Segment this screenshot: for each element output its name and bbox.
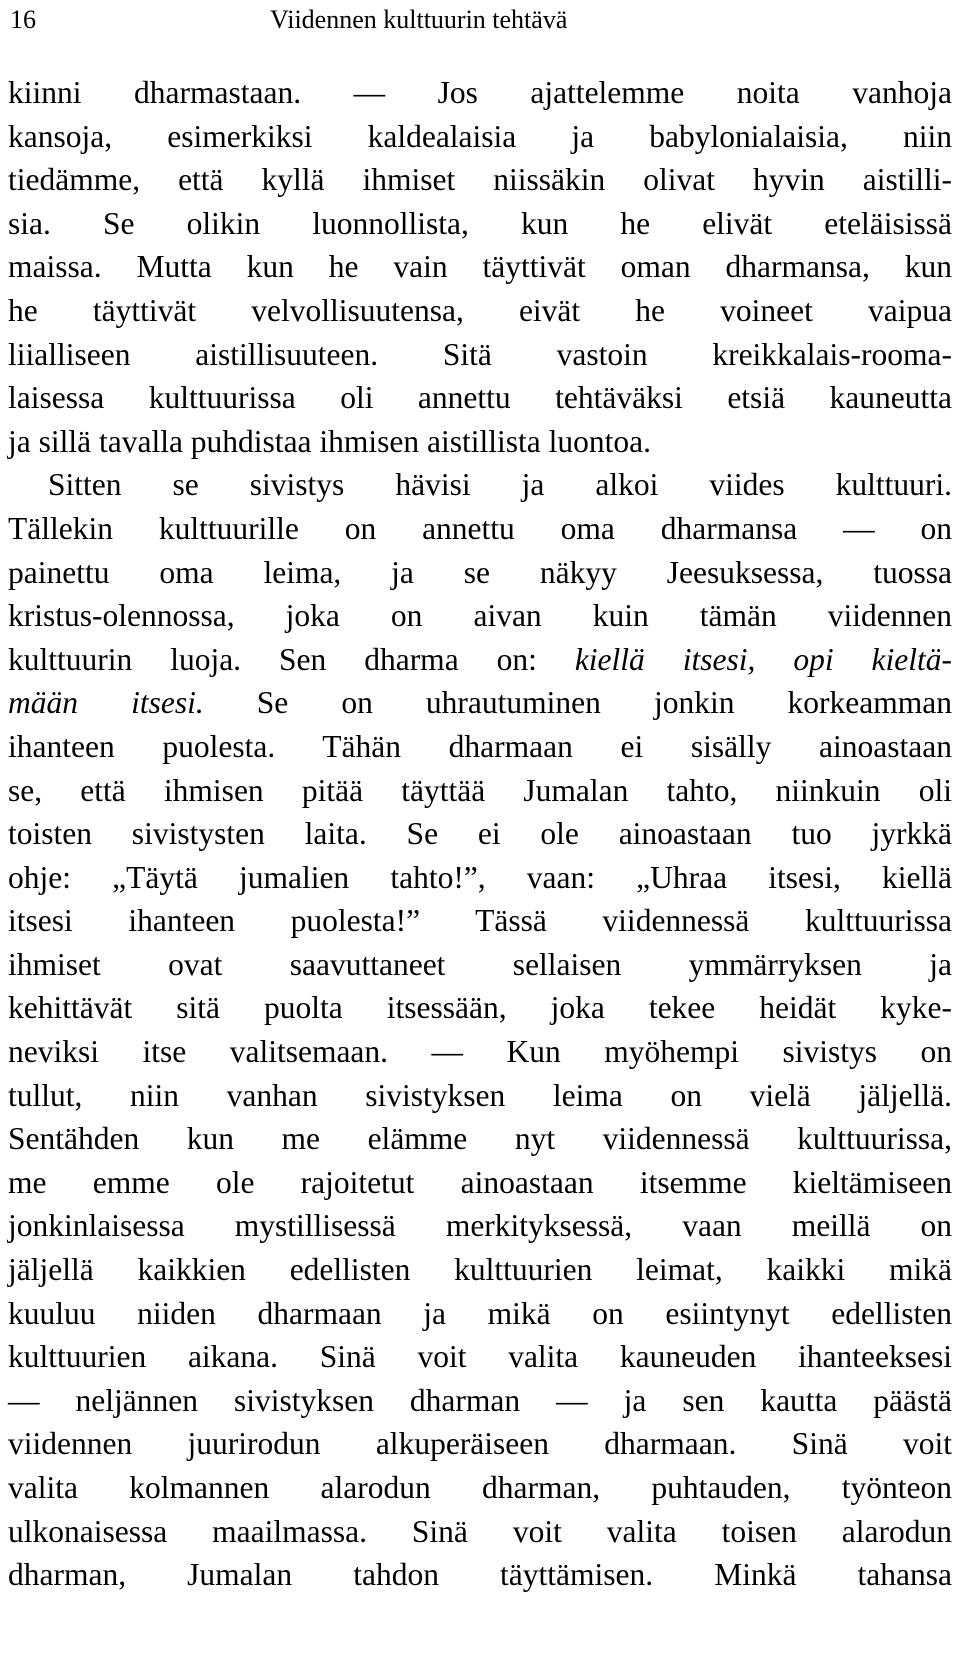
text-line bbox=[8, 1161, 952, 1205]
text-line bbox=[8, 551, 952, 595]
running-title: Viidennen kulttuurin tehtävä bbox=[270, 5, 568, 34]
text-line bbox=[8, 1030, 952, 1074]
text-line bbox=[8, 420, 952, 464]
text-segment: painettu oma leima, ja se näkyy Jeesuksessa, tuossa bbox=[8, 554, 952, 590]
text-segment: kristus-olennossa, joka on aivan kuin tämän viidennen bbox=[8, 598, 952, 634]
text-segment: viidennen juurirodun alkuperäiseen dharmaan. Sinä voit bbox=[8, 1426, 952, 1462]
text-segment: he täyttivät velvollisuutensa, eivät he voineet vaipua bbox=[8, 292, 952, 328]
text-line bbox=[8, 202, 952, 246]
text-segment: ja sillä tavalla puhdistaa ihmisen aistillista luontoa. bbox=[8, 423, 651, 459]
text-line bbox=[8, 812, 952, 856]
text-segment: tullut, niin vanhan sivistyksen leima on vielä jäljellä. bbox=[8, 1077, 952, 1113]
text-segment: ohje: „Täytä jumalien tahto!”, vaan: „Uhraa itsesi, kiellä bbox=[8, 859, 952, 895]
text-line bbox=[8, 638, 952, 682]
text-line bbox=[8, 1379, 952, 1423]
page-number: 16 bbox=[10, 5, 36, 34]
text-segment: kulttuurin luoja. Sen dharma on: bbox=[8, 641, 575, 677]
text-line bbox=[8, 289, 952, 333]
text-segment: valita kolmannen alarodun dharman, puhtauden, työnteon bbox=[8, 1470, 952, 1505]
text-segment: neviksi itse valitsemaan. — Kun myöhempi sivistys on bbox=[8, 1034, 952, 1070]
text-segment: se, että ihmisen pitää täyttää Jumalan tahto, niinkuin oli bbox=[8, 772, 952, 808]
text-line bbox=[8, 245, 952, 289]
text-line bbox=[8, 1292, 952, 1336]
text-line bbox=[8, 943, 952, 987]
text-line bbox=[8, 1204, 952, 1248]
text-segment: ihmiset ovat saavuttaneet sellaisen ymmärryksen ja bbox=[8, 946, 952, 982]
text-line bbox=[8, 507, 952, 551]
text-line bbox=[8, 681, 952, 725]
text-segment: itsesi ihanteen puolesta!” Tässä viidennessä kulttuurissa bbox=[8, 903, 952, 939]
text-line bbox=[8, 594, 952, 638]
text-segment: kiinni dharmastaan. — Jos ajattelemme noita vanhoja bbox=[8, 75, 952, 110]
text-segment: me emme ole rajoitetut ainoastaan itsemme kieltämiseen bbox=[8, 1164, 952, 1200]
text-line bbox=[8, 1074, 952, 1118]
text-segment: — neljännen sivistyksen dharman — ja sen kautta päästä bbox=[8, 1382, 952, 1418]
text-line bbox=[8, 1248, 952, 1292]
text-line bbox=[8, 899, 952, 943]
text-segment: kansoja, esimerkiksi kaldealaisia ja babylonialaisia, niin bbox=[8, 118, 952, 154]
text-line bbox=[8, 333, 952, 377]
text-line bbox=[8, 856, 952, 900]
text-segment: Tällekin kulttuurille on annettu oma dharmansa — on bbox=[8, 510, 952, 546]
document-page bbox=[8, 0, 952, 1597]
text-line bbox=[8, 1466, 952, 1510]
page-header bbox=[8, 0, 952, 40]
text-segment: laisessa kulttuurissa oli annettu tehtäväksi etsiä kauneutta bbox=[8, 380, 952, 416]
text-line bbox=[8, 71, 952, 115]
text-line bbox=[8, 376, 952, 420]
text-line bbox=[8, 1422, 952, 1466]
text-segment: liialliseen aistillisuuteen. Sitä vastoin kreikkalais-rooma- bbox=[8, 336, 952, 372]
text-line bbox=[8, 158, 952, 202]
text-line bbox=[8, 986, 952, 1030]
text-segment: Sentähden kun me elämme nyt viidennessä kulttuurissa, bbox=[8, 1121, 952, 1157]
text-line bbox=[8, 769, 952, 813]
text-line bbox=[8, 115, 952, 159]
text-line bbox=[8, 463, 952, 507]
text-line bbox=[8, 725, 952, 769]
text-segment: jonkinlaisessa mystillisessä merkityksessä, vaan meillä on bbox=[8, 1208, 952, 1244]
text-segment: ihanteen puolesta. Tähän dharmaan ei sisälly ainoastaan bbox=[8, 728, 952, 764]
text-segment: kuuluu niiden dharmaan ja mikä on esiintynyt edellisten bbox=[8, 1295, 952, 1331]
text-segment: tiedämme, että kyllä ihmiset niissäkin olivat hyvin aistilli- bbox=[8, 162, 952, 198]
text-segment: Se on uhrautuminen jonkin korkeamman bbox=[203, 685, 952, 721]
text-line bbox=[8, 1335, 952, 1379]
text-segment: ulkonaisessa maailmassa. Sinä voit valita toisen alarodun bbox=[8, 1513, 952, 1549]
text-line bbox=[8, 1117, 952, 1161]
text-segment: dharman, Jumalan tahdon täyttämisen. Minkä tahansa bbox=[8, 1557, 952, 1593]
text-line bbox=[8, 1553, 952, 1597]
text-segment: jäljellä kaikkien edellisten kulttuurien leimat, kaikki mikä bbox=[8, 1252, 952, 1288]
text-segment: kehittävät sitä puolta itsessään, joka tekee heidät kyke- bbox=[8, 990, 952, 1026]
text-segment: kulttuurien aikana. Sinä voit valita kauneuden ihanteeksesi bbox=[8, 1339, 952, 1375]
text-segment: maissa. Mutta kun he vain täyttivät oman dharmansa, kun bbox=[8, 249, 952, 285]
italic-text-segment: kiellä itsesi, opi kieltä- bbox=[574, 641, 952, 677]
text-segment: sia. Se olikin luonnollista, kun he elivät eteläisissä bbox=[8, 205, 952, 241]
italic-text-segment: mään itsesi. bbox=[8, 685, 204, 721]
text-segment: Sitten se sivistys hävisi ja alkoi viides kulttuuri. bbox=[48, 467, 952, 503]
body-text bbox=[8, 71, 952, 1597]
text-segment: toisten sivistysten laita. Se ei ole ainoastaan tuo jyrkkä bbox=[8, 816, 952, 852]
text-line bbox=[8, 1510, 952, 1554]
